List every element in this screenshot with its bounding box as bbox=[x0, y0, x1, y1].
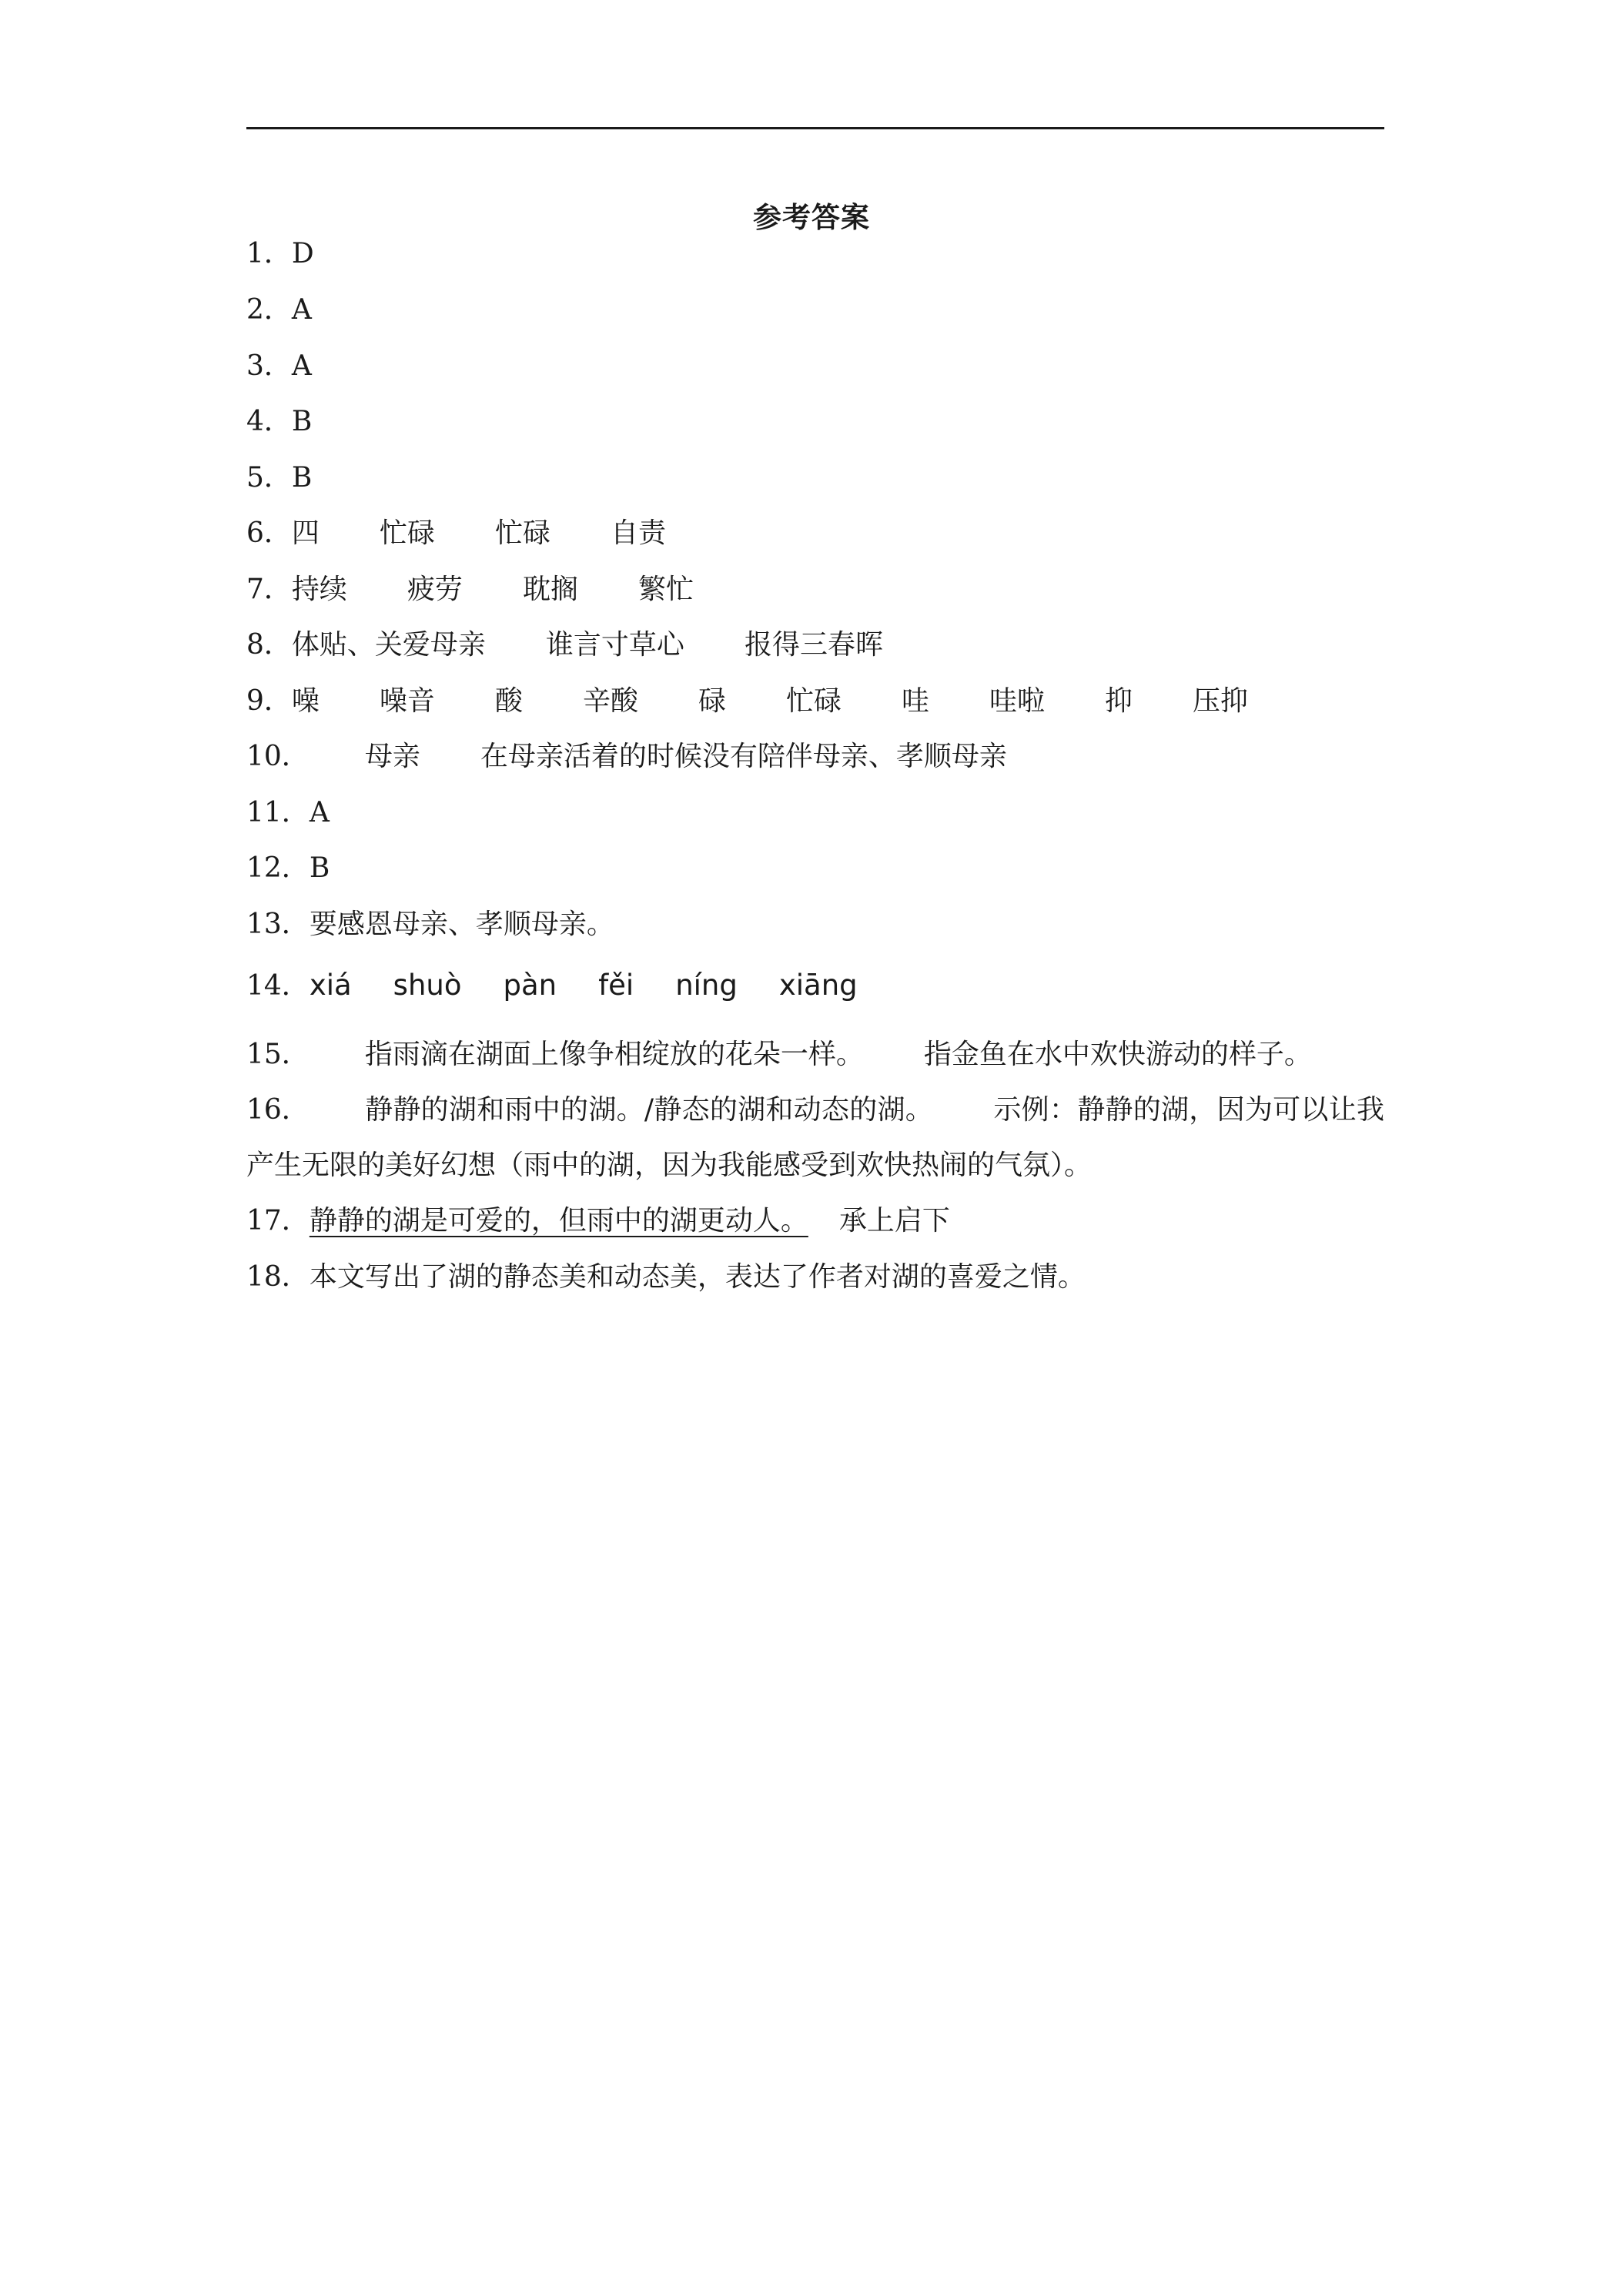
answer-part: 静静的湖和雨中的湖。/静态的湖和动态的湖。 bbox=[364, 1094, 934, 1126]
answer-part: 辛酸 bbox=[582, 685, 638, 717]
answer-part: 指金鱼在水中欢快游动的样子。 bbox=[923, 1039, 1312, 1070]
answer-18 bbox=[246, 1260, 1086, 1294]
answer-part: 碌 bbox=[698, 685, 726, 717]
answer-number: 1． bbox=[246, 238, 292, 269]
answer-10 bbox=[246, 740, 1007, 774]
pinyin-part: níng bbox=[675, 969, 738, 1002]
answer-text: B bbox=[291, 462, 313, 494]
answer-4 bbox=[246, 405, 312, 439]
pinyin-part: fěi bbox=[598, 969, 634, 1002]
answer-17 bbox=[246, 1204, 950, 1238]
answer-9 bbox=[246, 684, 1248, 718]
underlined-answer: 静静的湖是可爱的，但雨中的湖更动人。 bbox=[309, 1205, 808, 1237]
answer-part: 示例：静静的湖，因为可以让我产生无限的美好幻想（雨中的湖，因为我能感受到欢快热闹的气氛）。 bbox=[246, 1094, 1384, 1181]
answer-part: 母亲 bbox=[364, 741, 420, 772]
answer-text: 要感恩母亲、孝顺母亲。 bbox=[309, 909, 614, 940]
answer-number: 8． bbox=[246, 629, 292, 661]
answer-part: 哇啦 bbox=[989, 685, 1046, 717]
answer-16 bbox=[246, 1083, 1384, 1193]
answer-number: 15． bbox=[246, 1039, 310, 1070]
answer-number: 4． bbox=[246, 406, 292, 437]
pinyin-part: pàn bbox=[503, 969, 557, 1002]
page-title: 参考答案 bbox=[753, 200, 870, 234]
answer-part: 疲劳 bbox=[407, 574, 463, 605]
answer-3 bbox=[246, 350, 312, 383]
answer-15 bbox=[246, 1038, 1312, 1072]
answer-part: 谁言寸草心 bbox=[545, 629, 684, 661]
answer-number: 14． bbox=[246, 970, 310, 1002]
answer-14 bbox=[246, 969, 858, 1003]
answer-part: 忙碌 bbox=[379, 517, 435, 549]
answer-11 bbox=[246, 796, 330, 830]
answer-text: 本文写出了湖的静态美和动态美，表达了作者对湖的喜爱之情。 bbox=[309, 1261, 1086, 1293]
answer-number: 10． bbox=[246, 741, 310, 772]
answer-part: 承上启下 bbox=[838, 1205, 950, 1237]
answer-number: 7． bbox=[246, 574, 292, 605]
answer-part: 压抑 bbox=[1193, 685, 1249, 717]
pinyin-part: shuò bbox=[393, 969, 462, 1002]
answer-part: 耽搁 bbox=[522, 574, 578, 605]
answer-text: B bbox=[309, 852, 330, 884]
answer-number: 12． bbox=[246, 852, 310, 884]
answer-part: 持续 bbox=[291, 574, 347, 605]
pinyin-part: xiá bbox=[309, 969, 352, 1002]
answer-part: 在母亲活着的时候没有陪伴母亲、孝顺母亲 bbox=[480, 741, 1007, 772]
answer-number: 6． bbox=[246, 517, 292, 549]
answer-number: 18． bbox=[246, 1261, 310, 1293]
answer-text: A bbox=[291, 294, 312, 326]
answer-2 bbox=[246, 293, 312, 327]
answer-5 bbox=[246, 461, 312, 495]
answer-part: 忙碌 bbox=[785, 685, 842, 717]
answer-7 bbox=[246, 573, 694, 607]
answer-number: 17． bbox=[246, 1205, 310, 1237]
answer-part: 酸 bbox=[494, 685, 523, 717]
answer-part: 四 bbox=[291, 517, 320, 549]
answer-text: A bbox=[309, 797, 330, 828]
answer-number: 11． bbox=[246, 797, 310, 828]
answer-part: 指雨滴在湖面上像争相绽放的花朵一样。 bbox=[364, 1039, 864, 1070]
header-rule bbox=[246, 127, 1384, 129]
answer-part: 哇 bbox=[902, 685, 930, 717]
answer-number: 9． bbox=[246, 685, 292, 717]
answer-part: 抑 bbox=[1105, 685, 1133, 717]
answer-number: 3． bbox=[246, 350, 292, 382]
answer-1 bbox=[246, 237, 314, 271]
answer-part: 自责 bbox=[610, 517, 666, 549]
answer-part: 忙碌 bbox=[494, 517, 550, 549]
answer-part: 报得三春晖 bbox=[744, 629, 883, 661]
answer-number: 2． bbox=[246, 294, 292, 326]
answer-number: 13． bbox=[246, 909, 310, 940]
answer-part: 体贴、关爱母亲 bbox=[291, 629, 486, 661]
answer-8 bbox=[246, 628, 883, 662]
answer-part: 噪音 bbox=[379, 685, 435, 717]
answer-13 bbox=[246, 908, 614, 942]
answer-text: B bbox=[291, 406, 313, 437]
answer-12 bbox=[246, 852, 330, 885]
answer-6 bbox=[246, 517, 666, 551]
answer-text: D bbox=[291, 238, 314, 269]
pinyin-part: xiāng bbox=[778, 969, 858, 1002]
answer-text: A bbox=[291, 350, 312, 382]
answer-number: 5． bbox=[246, 462, 292, 494]
answer-number: 16． bbox=[246, 1094, 310, 1126]
answer-part: 噪 bbox=[291, 685, 320, 717]
answer-part: 繁忙 bbox=[637, 574, 694, 605]
